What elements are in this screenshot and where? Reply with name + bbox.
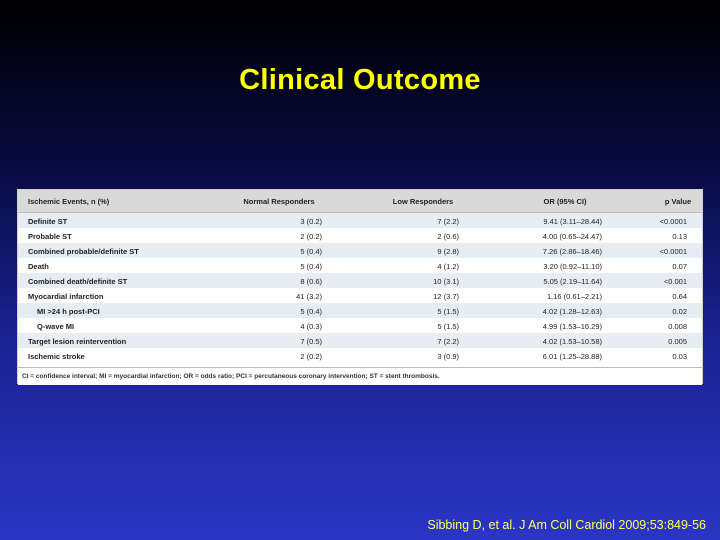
low-responders-cell: 4 (1.2) xyxy=(437,262,459,271)
event-cell: Myocardial infarction xyxy=(28,292,104,301)
normal-responders-cell: 7 (0.5) xyxy=(300,337,322,346)
low-responders-cell: 9 (2.8) xyxy=(437,247,459,256)
odds-ratio-cell: 4.02 (1.53–10.58) xyxy=(542,337,602,346)
normal-responders-cell: 2 (0.2) xyxy=(300,232,322,241)
event-cell: Target lesion reintervention xyxy=(28,337,127,346)
odds-ratio-cell: 1.16 (0.61–2.21) xyxy=(546,292,602,301)
odds-ratio-cell: 4.99 (1.53–16.29) xyxy=(542,322,602,331)
p-value-cell: 0.02 xyxy=(672,307,687,316)
table-row xyxy=(18,213,702,228)
p-value-cell: 0.005 xyxy=(668,337,687,346)
table-row xyxy=(18,348,702,363)
odds-ratio-cell: 6.01 (1.25–28.88) xyxy=(542,352,602,361)
outcome-table xyxy=(17,189,703,384)
header-odds-ratio: OR (95% CI) xyxy=(543,197,587,206)
normal-responders-cell: 5 (0.4) xyxy=(300,307,322,316)
p-value-cell: 0.07 xyxy=(672,262,687,271)
low-responders-cell: 12 (3.7) xyxy=(433,292,459,301)
event-cell: Definite ST xyxy=(28,217,68,226)
odds-ratio-cell: 7.26 (2.86–18.46) xyxy=(542,247,602,256)
odds-ratio-cell: 5.05 (2.19–11.64) xyxy=(543,277,602,286)
p-value-cell: 0.03 xyxy=(672,352,687,361)
p-value-cell: <0.0001 xyxy=(659,217,687,226)
low-responders-cell: 7 (2.2) xyxy=(437,337,459,346)
odds-ratio-cell: 4.02 (1.28–12.63) xyxy=(542,307,602,316)
table-header-row xyxy=(18,190,702,213)
low-responders-cell: 3 (0.9) xyxy=(437,352,459,361)
table-row xyxy=(18,228,702,243)
normal-responders-cell: 8 (0.6) xyxy=(300,277,322,286)
table-footnote-row xyxy=(18,367,702,385)
table-row xyxy=(18,303,702,318)
odds-ratio-cell: 3.20 (0.92–11.10) xyxy=(543,262,602,271)
event-cell: Probable ST xyxy=(28,232,72,241)
event-cell: MI >24 h post-PCI xyxy=(37,307,100,316)
event-cell: Combined death/definite ST xyxy=(28,277,128,286)
normal-responders-cell: 5 (0.4) xyxy=(300,262,322,271)
table-row xyxy=(18,243,702,258)
low-responders-cell: 10 (3.1) xyxy=(433,277,459,286)
table-row xyxy=(18,288,702,303)
table-row xyxy=(18,258,702,273)
event-cell: Combined probable/definite ST xyxy=(28,247,139,256)
table-row xyxy=(18,318,702,333)
table-row xyxy=(18,273,702,288)
low-responders-cell: 2 (0.6) xyxy=(437,232,459,241)
table-footnote: CI = confidence interval; MI = myocardial infarction; OR = odds ratio; PCI = percutaneous coronary intervention; ST = stent thrombosis. xyxy=(22,373,440,380)
low-responders-cell: 5 (1.5) xyxy=(437,322,459,331)
citation: Sibbing D, et al. J Am Coll Cardiol 2009;53:849-56 xyxy=(427,518,706,532)
p-value-cell: <0.0001 xyxy=(659,247,687,256)
odds-ratio-cell: 9.41 (3.11–28.44) xyxy=(543,217,602,226)
header-normal-responders: Normal Responders xyxy=(243,197,315,206)
event-cell: Death xyxy=(28,262,49,271)
header-p-value: p Value xyxy=(664,197,692,206)
low-responders-cell: 5 (1.5) xyxy=(437,307,459,316)
normal-responders-cell: 5 (0.4) xyxy=(300,247,322,256)
event-cell: Q-wave MI xyxy=(37,322,75,331)
normal-responders-cell: 3 (0.2) xyxy=(300,217,322,226)
low-responders-cell: 7 (2.2) xyxy=(437,217,459,226)
normal-responders-cell: 2 (0.2) xyxy=(300,352,322,361)
normal-responders-cell: 41 (3.2) xyxy=(296,292,322,301)
event-cell: Ischemic stroke xyxy=(28,352,85,361)
table-row xyxy=(18,333,702,348)
header-event: Ischemic Events, n (%) xyxy=(28,197,110,206)
p-value-cell: 0.64 xyxy=(672,292,687,301)
p-value-cell: <0.001 xyxy=(663,277,687,286)
header-low-responders: Low Responders xyxy=(392,197,454,206)
normal-responders-cell: 4 (0.3) xyxy=(300,322,322,331)
p-value-cell: 0.008 xyxy=(668,322,687,331)
p-value-cell: 0.13 xyxy=(672,232,687,241)
slide-title: Clinical Outcome xyxy=(239,64,481,96)
odds-ratio-cell: 4.00 (0.65–24.47) xyxy=(542,232,602,241)
